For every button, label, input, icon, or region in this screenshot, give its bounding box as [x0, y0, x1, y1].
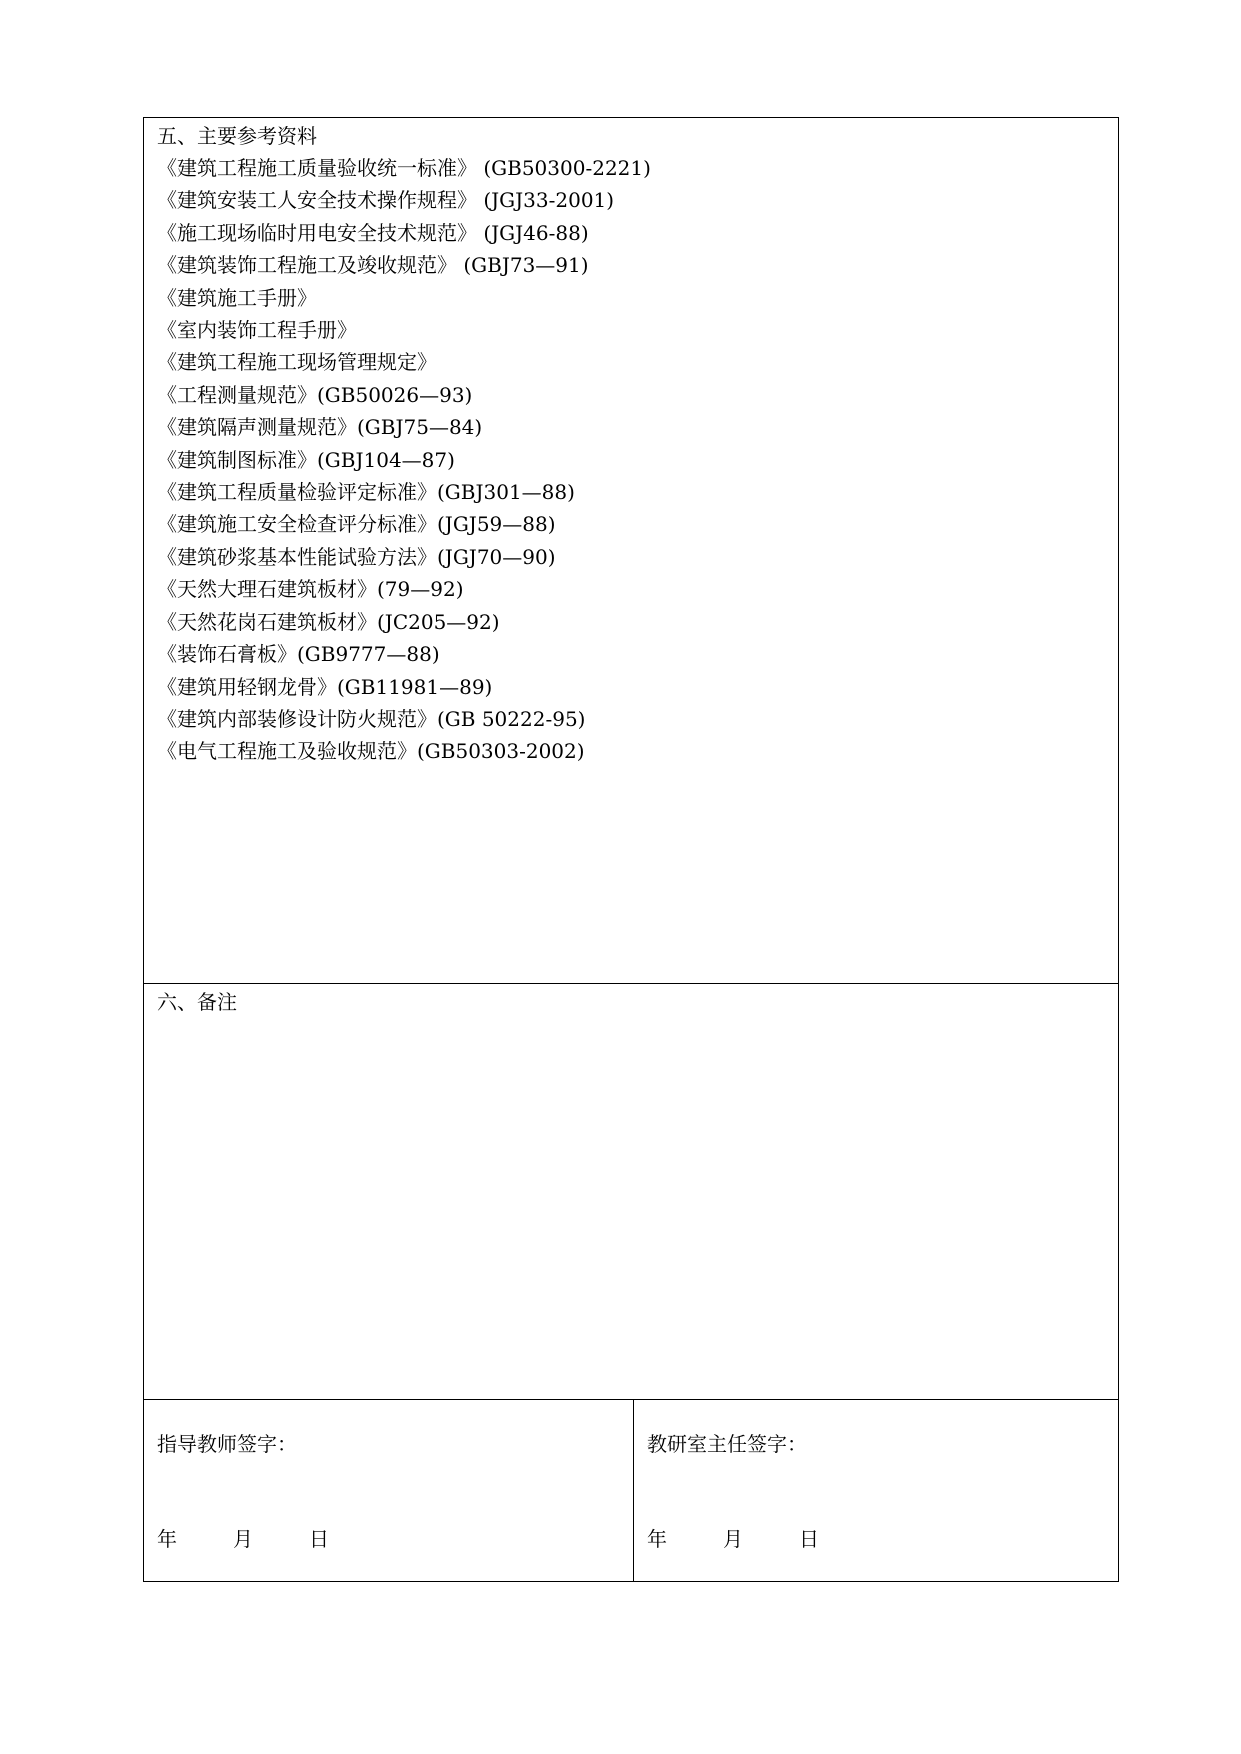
director-signature-cell	[634, 1400, 1118, 1581]
director-date-row	[647, 1525, 829, 1553]
reference-item: 《天然花岗石建筑板材》(JC205—92)	[157, 609, 500, 634]
reference-item: 《建筑内部装修设计防火规范》(GB 50222-95)	[157, 706, 586, 731]
date-day-label: 日	[799, 1527, 819, 1551]
date-year-label: 年	[647, 1527, 667, 1551]
reference-item: 《建筑工程施工质量验收统一标准》 (GB50300-2221)	[157, 156, 651, 180]
date-month-label: 月	[723, 1527, 743, 1551]
reference-item: 《施工现场临时用电安全技术规范》 (JGJ46-88)	[157, 220, 589, 245]
reference-item: 《建筑用轻钢龙骨》(GB11981—89)	[157, 674, 493, 699]
reference-item: 《室内装饰工程手册》	[157, 318, 357, 343]
reference-item: 《建筑安装工人安全技术操作规程》 (JGJ33-2001)	[157, 188, 615, 213]
references-list	[157, 152, 651, 768]
notes-title: 六、备注	[157, 990, 237, 1014]
director-signature-label: 教研室主任签字：	[647, 1432, 807, 1456]
reference-item: 《建筑施工安全检查评分标准》(JGJ59—88)	[157, 512, 556, 537]
date-month-label: 月	[233, 1527, 253, 1551]
advisor-signature-cell	[144, 1400, 634, 1581]
references-section	[144, 118, 1118, 984]
reference-item: 《建筑施工手册》	[157, 285, 317, 310]
date-year-label: 年	[157, 1527, 177, 1551]
form-table	[143, 117, 1119, 1582]
reference-item: 《建筑砂浆基本性能试验方法》(JGJ70—90)	[157, 544, 556, 569]
advisor-date-row	[157, 1525, 339, 1553]
signature-section	[144, 1400, 1118, 1581]
reference-item: 《工程测量规范》(GB50026—93)	[157, 382, 473, 407]
reference-item: 《装饰石膏板》(GB9777—88)	[157, 642, 440, 667]
references-title: 五、主要参考资料	[157, 124, 317, 148]
reference-item: 《建筑隔声测量规范》(GBJ75—84)	[157, 415, 483, 440]
reference-item: 《建筑工程施工现场管理规定》	[157, 350, 437, 375]
reference-item: 《建筑制图标准》(GBJ104—87)	[157, 447, 455, 472]
reference-item: 《电气工程施工及验收规范》(GB50303-2002)	[157, 739, 585, 764]
notes-section	[144, 984, 1118, 1400]
date-day-label: 日	[309, 1527, 329, 1551]
reference-item: 《建筑工程质量检验评定标准》(GBJ301—88)	[157, 480, 575, 505]
reference-item: 《建筑装饰工程施工及竣收规范》 (GBJ73—91)	[157, 253, 589, 278]
reference-item: 《天然大理石建筑板材》(79—92)	[157, 577, 464, 602]
advisor-signature-label: 指导教师签字：	[157, 1432, 297, 1456]
